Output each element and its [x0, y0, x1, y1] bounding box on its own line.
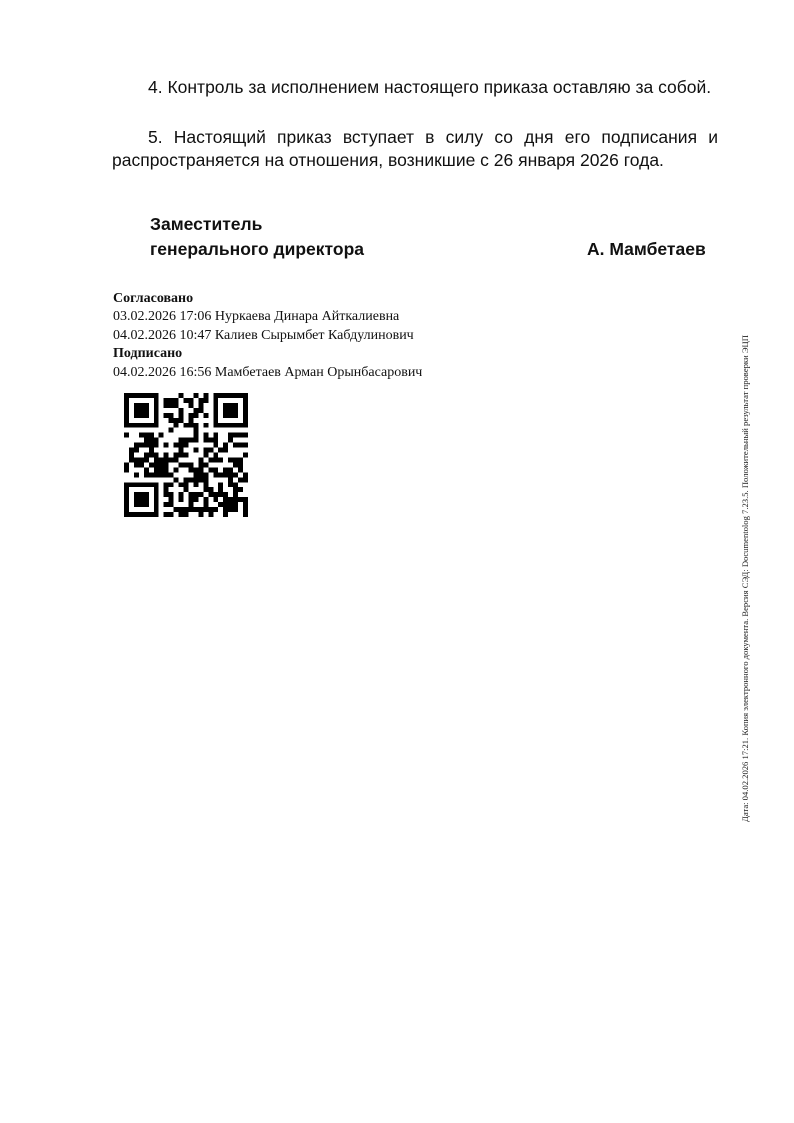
qr-code-image	[124, 393, 248, 517]
signer-role-line-1: Заместитель	[150, 214, 263, 234]
signer-role-line-2: генерального директора	[150, 239, 364, 259]
qr-code	[124, 393, 248, 517]
approval-entry: 03.02.2026 17:06 Нуркаева Динара Айткалиевна	[113, 309, 400, 324]
approval-entry: 04.02.2026 10:47 Калиев Сырымбет Кабдулинович	[113, 328, 414, 343]
agreed-heading: Согласовано	[113, 291, 194, 306]
document-verification-note: Дата: 04.02.2026 17:21. Копия электронного документа. Версия СЭД: Documentolog 7.23.5. Положительный результат проверки ЭЦП	[740, 335, 750, 822]
paragraph-5: 5. Настоящий приказ вступает в силу со дня его подписания и распространяется на отношения, возникшие с 26 января 2026 года.	[112, 127, 718, 170]
signature-entry: 04.02.2026 16:56 Мамбетаев Арман Орынбасарович	[113, 365, 423, 380]
qr-modules	[124, 393, 248, 517]
signer-name: А. Мамбетаев	[587, 239, 706, 259]
paragraph-4: 4. Контроль за исполнением настоящего приказа оставляю за собой.	[148, 77, 712, 97]
signed-heading: Подписано	[113, 346, 183, 361]
